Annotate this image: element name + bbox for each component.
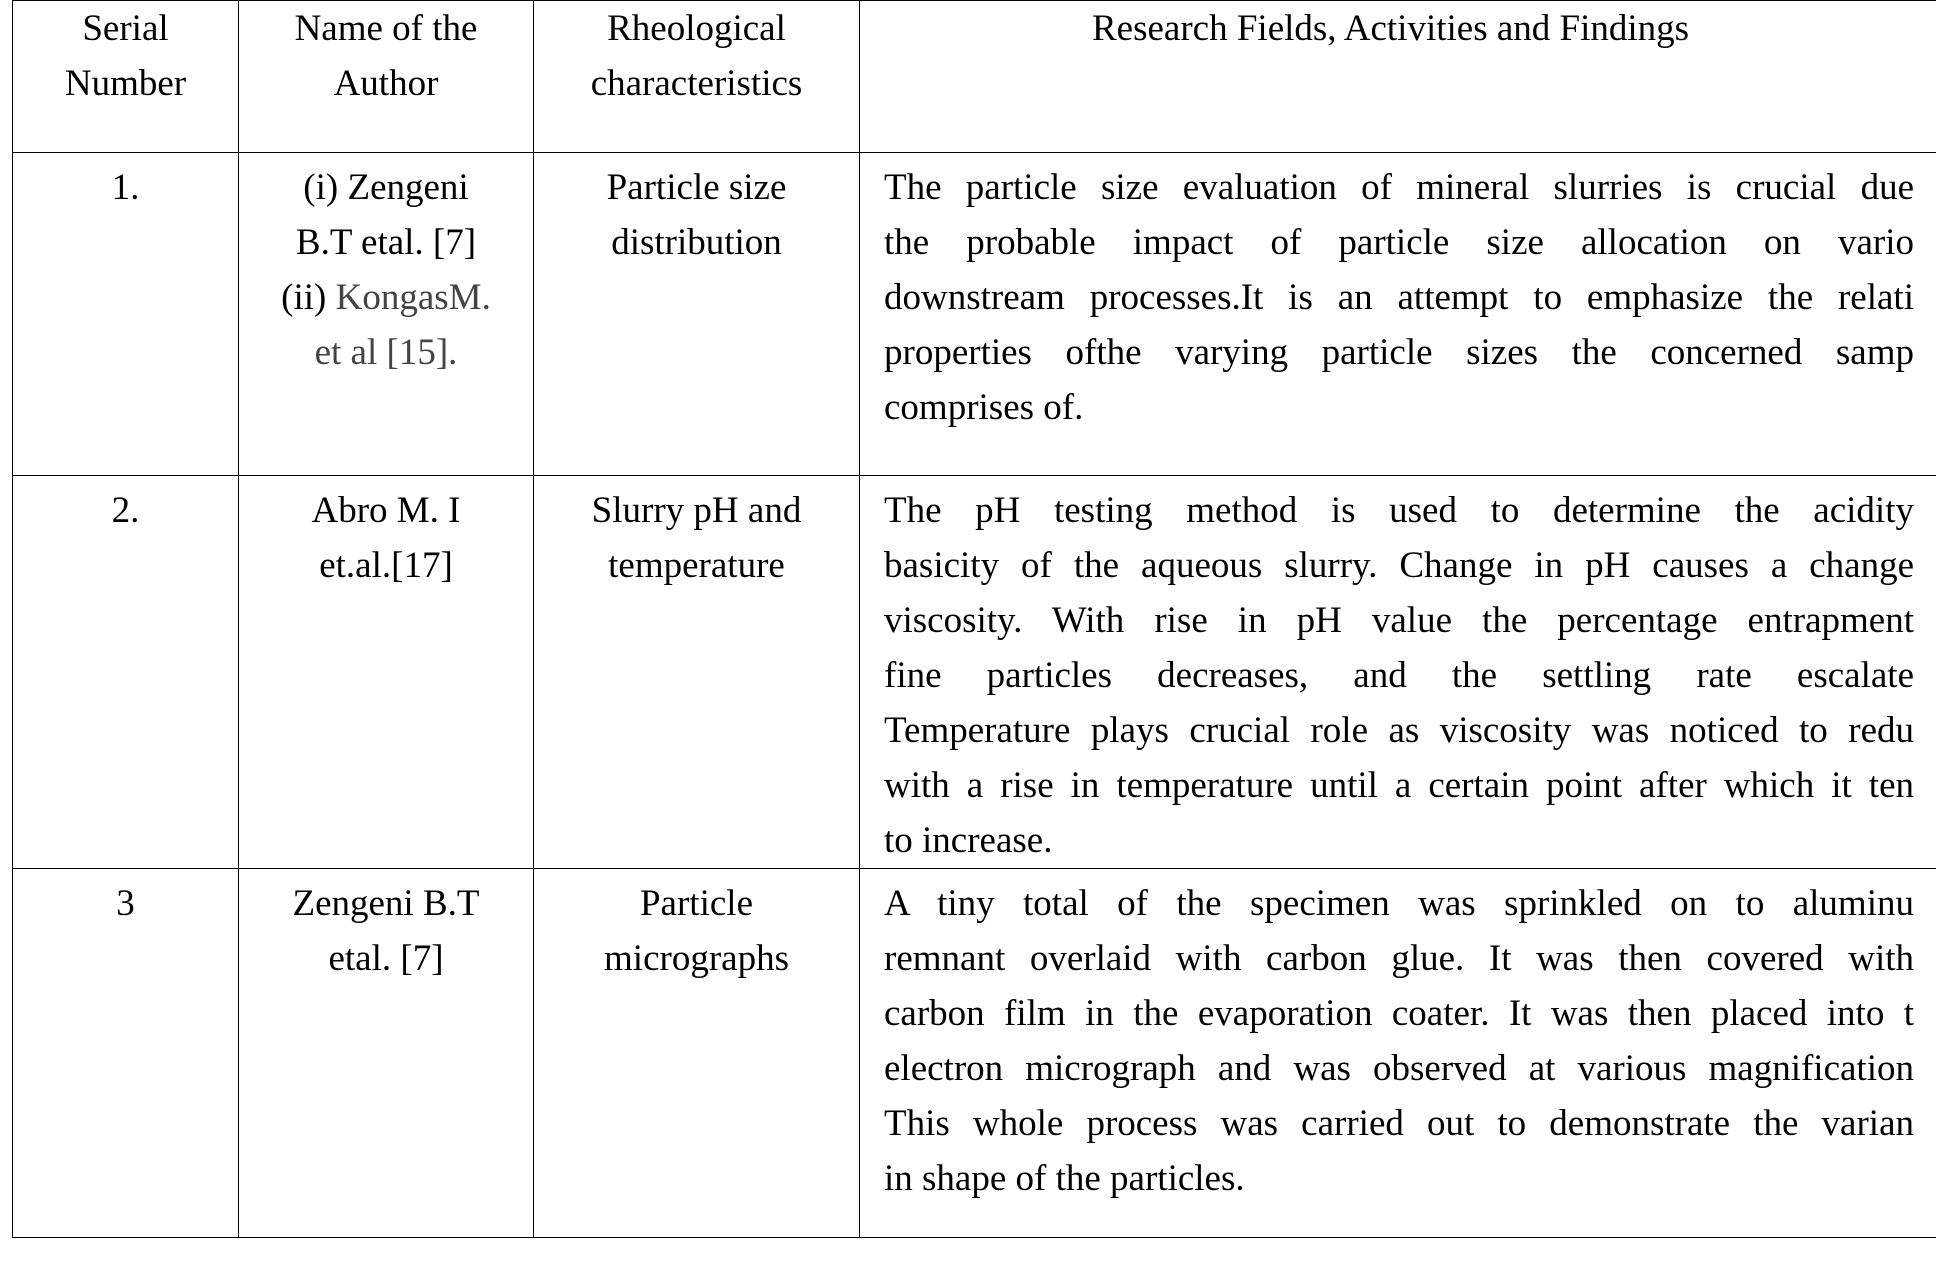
author-line: B.T etal. [7]: [295, 222, 477, 263]
table-row: [13, 476, 1936, 869]
table-row: [13, 153, 1936, 476]
findings-line: properties ofthe varying particle sizes the concerned samp: [884, 332, 1914, 373]
characteristic-cell: Particle micrographs: [534, 869, 860, 1238]
findings-line: basicity of the aqueous slurry. Change in pH causes a change: [884, 545, 1914, 586]
author-line: (ii) KongasM.: [281, 277, 491, 318]
author-cell: [239, 476, 534, 869]
table-row: [13, 869, 1936, 1238]
characteristic-cell: Particle size distribution: [534, 153, 860, 476]
author-line: et.al.[17]: [319, 545, 453, 586]
findings-line: Temperature plays crucial role as viscosity was noticed to redu: [884, 710, 1914, 751]
serial-cell: 3: [13, 869, 239, 1238]
findings-line: comprises of.: [884, 387, 1084, 428]
findings-line: downstream processes.It is an attempt to emphasize the relati: [884, 277, 1914, 318]
serial-cell: 2.: [13, 476, 239, 869]
findings-line: viscosity. With rise in pH value the percentage entrapment: [884, 600, 1914, 641]
findings-cell: [860, 869, 1936, 1238]
findings-line: electron micrograph and was observed at various magnification: [884, 1048, 1914, 1089]
findings-line: The particle size evaluation of mineral slurries is crucial due: [884, 167, 1914, 208]
header-author: Name of the Author: [239, 1, 534, 153]
author-name-gray: KongasM.: [335, 277, 491, 318]
header-rheological: Rheological characteristics: [534, 1, 860, 153]
findings-line: the probable impact of particle size allocation on vario: [884, 222, 1914, 263]
author-line: Zengeni B.T: [292, 883, 480, 924]
findings-cell: [860, 153, 1936, 476]
header-serial-number: Serial Number: [13, 1, 239, 153]
findings-line: with a rise in temperature until a certain point after which it ten: [884, 765, 1914, 806]
findings-line: carbon film in the evaporation coater. It was then placed into t: [884, 993, 1914, 1034]
findings-line: The pH testing method is used to determine the acidity: [884, 490, 1914, 531]
findings-line: in shape of the particles.: [884, 1158, 1245, 1199]
characteristic-cell: Slurry pH and temperature: [534, 476, 860, 869]
serial-cell: 1.: [13, 153, 239, 476]
findings-cell: [860, 476, 1936, 869]
author-line: (i) Zengeni: [303, 167, 469, 208]
author-line: etal. [7]: [328, 938, 444, 979]
findings-line: remnant overlaid with carbon glue. It was then covered with: [884, 938, 1914, 979]
author-line: Abro M. I: [311, 490, 461, 531]
header-findings-label: Research Fields, Activities and Findings: [1092, 8, 1690, 49]
header-row: [13, 1, 1936, 153]
literature-review-table: [12, 0, 1936, 1238]
author-line: et al [15].: [314, 332, 458, 373]
findings-line: fine particles decreases, and the settling rate escalate: [884, 655, 1914, 696]
findings-line: to increase.: [884, 820, 1053, 861]
author-cell: [239, 153, 534, 476]
findings-line: This whole process was carried out to demonstrate the varian: [884, 1103, 1914, 1144]
author-cell: [239, 869, 534, 1238]
header-findings: [860, 1, 1936, 153]
findings-line: A tiny total of the specimen was sprinkled on to aluminu: [884, 883, 1914, 924]
